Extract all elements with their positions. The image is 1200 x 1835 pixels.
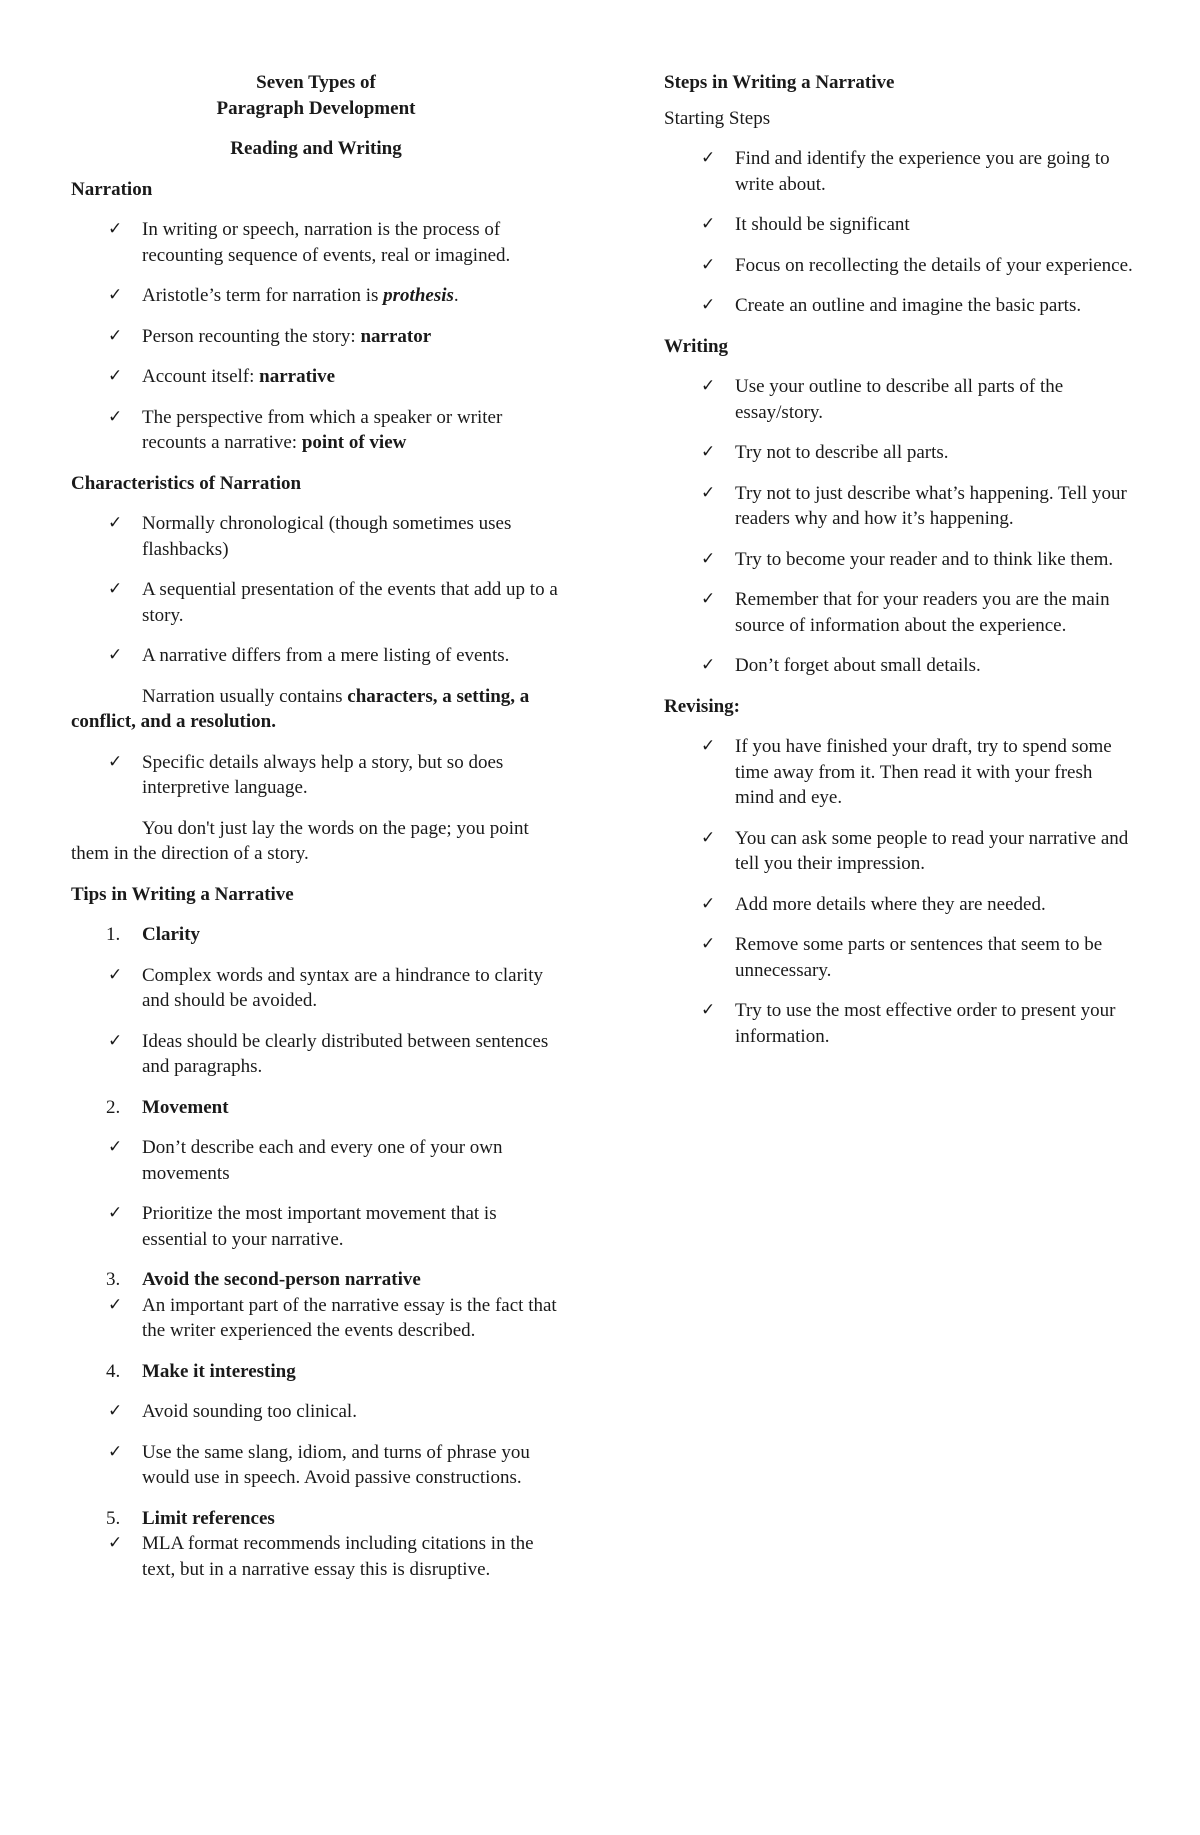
title-line-2: Paragraph Development (216, 97, 416, 119)
checkmark-icon: ✓ (701, 442, 716, 462)
checkmark-icon: ✓ (108, 366, 123, 386)
starting-steps-list (664, 146, 1134, 319)
tip-movement-list (71, 1135, 561, 1252)
list-item (664, 892, 1134, 918)
list-item (71, 1201, 561, 1252)
list-item (71, 324, 561, 350)
checkmark-icon: ✓ (701, 655, 716, 675)
list-item (71, 283, 561, 309)
checkmark-icon: ✓ (701, 589, 716, 609)
checkmark-icon: ✓ (701, 736, 716, 756)
tip-second-person-list (71, 1293, 561, 1344)
checkmark-icon: ✓ (701, 548, 716, 569)
list-item-text: . (453, 285, 459, 306)
bold-term: narrator (360, 325, 432, 347)
tip-number: 4. (106, 1360, 121, 1382)
list-item-text: You can ask some people to read your narrative and tell you their impression. (735, 827, 1129, 874)
list-item-text: Aristotle’s term for narration is (142, 285, 384, 306)
tips-heading: Tips in Writing a Narrative (71, 883, 294, 905)
list-item-text: A sequential presentation of the events that add up to a story. (142, 579, 558, 626)
list-item-text: Use your outline to describe all parts of the essay/story. (735, 376, 1064, 423)
list-item-text: Remember that for your readers you are the main source of information about the experience. (735, 589, 1110, 636)
checkmark-icon: ✓ (108, 1441, 123, 1462)
list-item-text: Account itself: (142, 366, 260, 387)
narration-list (71, 217, 561, 456)
list-item-text: Remove some parts or sentences that seem to be unnecessary. (735, 934, 1103, 981)
bold-term: narrative (259, 366, 336, 387)
checkmark-icon: ✓ (108, 513, 123, 533)
checkmark-icon: ✓ (108, 579, 123, 599)
tip-clarity-list (71, 963, 561, 1080)
checkmark-icon: ✓ (108, 1401, 123, 1421)
checkmark-icon: ✓ (701, 934, 716, 954)
revising-heading: Revising: (664, 695, 740, 717)
document-title (71, 70, 561, 121)
revising-list (664, 734, 1134, 1049)
narration-contains-paragraph (71, 684, 561, 735)
bold-term: characters, a setting, a conflict, and a resolution. (71, 685, 530, 732)
list-item-text: Try not to describe all parts. (735, 442, 949, 463)
tip-number: 3. (106, 1269, 121, 1290)
tip-title: Avoid the second-person narrative (142, 1269, 421, 1290)
tip-second-person (71, 1267, 561, 1293)
list-item-text: Use the same slang, idiom, and turns of phrase you would use in speech. Avoid passive constructions. (142, 1441, 530, 1488)
list-item (71, 1293, 561, 1344)
tip-references-list (71, 1531, 561, 1582)
list-item-text: Try not to just describe what’s happening. Tell your readers why and how it’s happening. (735, 482, 1127, 529)
emphasis-term: prothesis (383, 285, 454, 306)
characteristics-list (71, 511, 561, 669)
checkmark-icon: ✓ (108, 1030, 123, 1051)
list-item-text: Add more details where they are needed. (735, 893, 1046, 915)
checkmark-icon: ✓ (701, 254, 716, 275)
list-item (664, 587, 1134, 638)
tip-number: 2. (106, 1096, 121, 1118)
list-item (664, 734, 1134, 811)
tip-title: Limit references (142, 1507, 275, 1529)
tip-number: 5. (106, 1507, 121, 1529)
list-item (664, 374, 1134, 425)
title-line-1: Seven Types of (256, 72, 376, 93)
checkmark-icon: ✓ (701, 482, 716, 503)
list-item (71, 963, 561, 1014)
list-item (71, 511, 561, 562)
checkmark-icon: ✓ (108, 1203, 123, 1223)
list-item-text: Try to become your reader and to think like them. (735, 548, 1114, 570)
list-item (664, 146, 1134, 197)
right-column (664, 70, 1134, 1064)
checkmark-icon: ✓ (108, 1294, 123, 1315)
list-item-text: It should be significant (735, 214, 910, 235)
list-item (71, 1399, 561, 1425)
list-item-text: If you have finished your draft, try to spend some time away from it. Then read it with your fresh mind and eye. (735, 736, 1112, 808)
writing-heading: Writing (664, 335, 729, 357)
list-item-text: The perspective from which a speaker or writer recounts a narrative: (142, 406, 503, 453)
list-item-text: In writing or speech, narration is the process of recounting sequence of events, real or imagined. (142, 219, 511, 266)
list-item-text: Complex words and syntax are a hindrance to clarity and should be avoided. (142, 964, 543, 1011)
point-them-paragraph: You don't just lay the words on the page; you point them in the direction of a story. (71, 817, 529, 864)
list-item-text: Normally chronological (though sometimes uses flashbacks) (142, 513, 512, 560)
checkmark-icon: ✓ (701, 214, 716, 234)
checkmark-icon: ✓ (701, 376, 716, 396)
list-item (71, 1531, 561, 1582)
list-item-text: An important part of the narrative essay is the fact that the writer experienced the events described. (142, 1294, 557, 1341)
tip-references (71, 1506, 561, 1532)
list-item-text: Specific details always help a story, but so does interpretive language. (142, 751, 504, 798)
checkmark-icon: ✓ (701, 1000, 716, 1020)
narration-heading: Narration (71, 178, 153, 200)
list-item (664, 998, 1134, 1049)
checkmark-icon: ✓ (701, 827, 716, 848)
checkmark-icon: ✓ (701, 148, 716, 168)
specific-details-list (71, 750, 561, 801)
list-item (664, 481, 1134, 532)
list-item-text: Person recounting the story: (142, 325, 361, 347)
list-item (664, 932, 1134, 983)
bold-term: point of view (301, 432, 407, 453)
list-item (664, 293, 1134, 319)
list-item (71, 1029, 561, 1080)
list-item (71, 364, 561, 390)
tip-interesting (71, 1359, 561, 1385)
checkmark-icon: ✓ (108, 1533, 123, 1553)
checkmark-icon: ✓ (108, 964, 123, 985)
checkmark-icon: ✓ (701, 295, 716, 315)
list-item-text: Avoid sounding too clinical. (142, 1401, 357, 1422)
paragraph-text: Narration usually contains (142, 685, 348, 707)
list-item-text: Find and identify the experience you are going to write about. (735, 148, 1110, 195)
list-item (71, 1135, 561, 1186)
checkmark-icon: ✓ (701, 893, 716, 914)
list-item (664, 653, 1134, 679)
writing-list (664, 374, 1134, 679)
tip-number: 1. (106, 924, 121, 945)
list-item (71, 643, 561, 669)
checkmark-icon: ✓ (108, 1137, 123, 1157)
list-item (664, 547, 1134, 573)
checkmark-icon: ✓ (108, 645, 123, 665)
list-item-text: A narrative differs from a mere listing of events. (142, 645, 510, 666)
tip-interesting-list (71, 1399, 561, 1491)
checkmark-icon: ✓ (108, 325, 123, 346)
checkmark-icon: ✓ (108, 406, 123, 427)
list-item (664, 253, 1134, 279)
list-item-text: Ideas should be clearly distributed between sentences and paragraphs. (142, 1030, 549, 1077)
list-item-text: Don’t describe each and every one of your own movements (142, 1137, 503, 1184)
left-column (71, 70, 561, 1597)
checkmark-icon: ✓ (108, 219, 123, 239)
list-item-text: Focus on recollecting the details of your experience. (735, 254, 1133, 276)
list-item-text: Try to use the most effective order to present your information. (735, 1000, 1116, 1047)
list-item (664, 826, 1134, 877)
tip-movement (71, 1095, 561, 1121)
tip-title: Clarity (142, 924, 201, 945)
list-item (71, 577, 561, 628)
list-item (71, 750, 561, 801)
starting-steps-label: Starting Steps (664, 107, 771, 129)
checkmark-icon: ✓ (108, 285, 123, 305)
list-item (664, 212, 1134, 238)
checkmark-icon: ✓ (108, 751, 123, 772)
characteristics-heading: Characteristics of Narration (71, 472, 302, 494)
list-item-text: Don’t forget about small details. (735, 655, 981, 676)
list-item-text: Prioritize the most important movement that is essential to your narrative. (142, 1203, 497, 1250)
list-item (71, 1440, 561, 1491)
list-item (664, 440, 1134, 466)
list-item (71, 217, 561, 268)
tip-clarity (71, 922, 561, 948)
tip-title: Make it interesting (142, 1360, 296, 1382)
steps-heading: Steps in Writing a Narrative (664, 72, 895, 93)
list-item (71, 405, 561, 456)
list-item-text: MLA format recommends including citations in the text, but in a narrative essay this is disruptive. (142, 1533, 534, 1580)
list-item-text: Create an outline and imagine the basic parts. (735, 295, 1082, 316)
document-subtitle: Reading and Writing (230, 138, 402, 159)
tip-title: Movement (142, 1096, 229, 1118)
